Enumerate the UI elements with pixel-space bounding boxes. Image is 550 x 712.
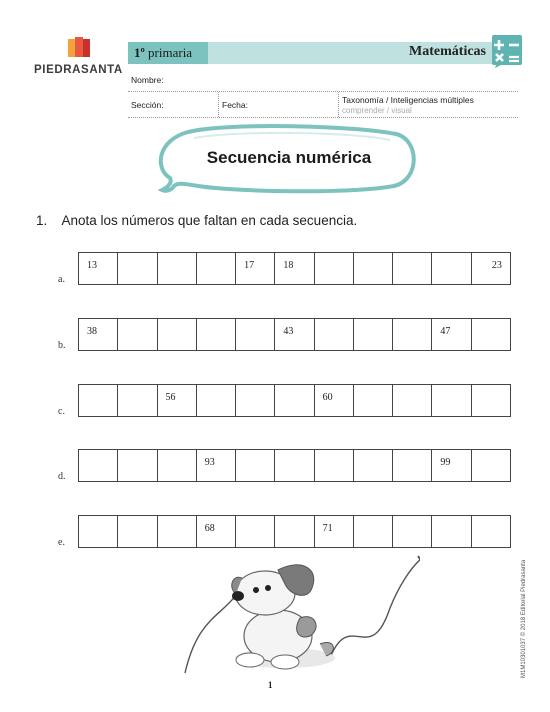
sequence-cell-blank[interactable]	[158, 319, 197, 350]
sequence-cell-blank[interactable]	[354, 385, 393, 416]
sequence-cell-number	[197, 450, 236, 481]
divider	[128, 117, 518, 118]
sequence-grid	[78, 252, 511, 285]
dog-illustration	[160, 548, 420, 683]
sequence-cell-number	[197, 516, 236, 547]
sequence-cell-blank[interactable]	[197, 253, 236, 284]
sequence-cell-blank[interactable]	[236, 516, 275, 547]
sequence-cell-blank[interactable]	[236, 319, 275, 350]
sequence-letter: e.	[58, 537, 65, 548]
sequence-cell-number	[275, 319, 314, 350]
sequence-cell-number	[79, 319, 118, 350]
sequence-cell-blank[interactable]	[118, 253, 157, 284]
sequence-cell-blank[interactable]	[354, 253, 393, 284]
sequence-cell-number	[432, 450, 471, 481]
sequence-grid	[78, 449, 511, 482]
sequence-cell-blank[interactable]	[118, 450, 157, 481]
cell-value: 71	[322, 523, 333, 534]
sequence-cell-blank[interactable]	[432, 516, 471, 547]
cell-value: 17	[244, 260, 255, 271]
fecha-label: Fecha:	[222, 100, 248, 110]
subject-title: Matemáticas	[409, 44, 486, 59]
sequence-cell-blank[interactable]	[432, 253, 471, 284]
sequence-cell-blank[interactable]	[79, 450, 118, 481]
cell-value: 13	[87, 260, 97, 271]
grade-number: 1º	[134, 45, 145, 60]
piedrasanta-logo-icon	[66, 36, 92, 60]
cell-value: 93	[204, 457, 215, 468]
sequence-cell-blank[interactable]	[197, 385, 236, 416]
divider	[128, 91, 518, 92]
sequence-grid	[78, 318, 511, 351]
sequence-cell-blank[interactable]	[393, 319, 432, 350]
sequence-cell-number	[236, 253, 275, 284]
sequence-cell-number	[315, 516, 354, 547]
sequence-cell-number	[275, 253, 314, 284]
taxonomia-sub: comprender / visual	[342, 106, 412, 115]
sequence-letter: c.	[58, 406, 65, 417]
sequence-cell-number	[432, 319, 471, 350]
sequence-cell-blank[interactable]	[158, 516, 197, 547]
cell-value: 43	[283, 326, 294, 337]
sequence-cell-blank[interactable]	[354, 450, 393, 481]
sequence-cell-blank[interactable]	[158, 253, 197, 284]
sequence-cell-blank[interactable]	[275, 516, 314, 547]
sequence-letter: a.	[58, 274, 65, 285]
sequence-cell-blank[interactable]	[118, 385, 157, 416]
page-title: Secuencia numérica	[206, 148, 372, 167]
sequence-cell-number	[158, 385, 197, 416]
sequence-cell-blank[interactable]	[275, 385, 314, 416]
sequence-cell-blank[interactable]	[118, 516, 157, 547]
cell-value: 47	[440, 326, 451, 337]
sequence-cell-blank[interactable]	[393, 450, 432, 481]
sequence-cell-blank[interactable]	[472, 319, 510, 350]
sequence-cell-number	[79, 253, 118, 284]
sequence-cell-blank[interactable]	[236, 385, 275, 416]
sequence-cell-blank[interactable]	[315, 450, 354, 481]
cell-value: 38	[87, 326, 97, 337]
nombre-label: Nombre:	[131, 75, 164, 85]
sequence-cell-blank[interactable]	[393, 516, 432, 547]
cell-value: 18	[283, 260, 294, 271]
sequence-cell-blank[interactable]	[472, 516, 510, 547]
taxonomia-label: Taxonomía / Inteligencias múltiples	[342, 95, 474, 105]
grade-suffix: primaria	[148, 45, 193, 60]
sequence-cell-blank[interactable]	[393, 385, 432, 416]
grade-label	[134, 45, 192, 61]
copyright-text: M1M10301037 © 2018 Editorial Piedrasanta	[521, 559, 527, 678]
cell-value: 99	[440, 457, 451, 468]
sequence-cell-blank[interactable]	[197, 319, 236, 350]
sequence-cell-blank[interactable]	[354, 516, 393, 547]
sequence-cell-blank[interactable]	[275, 450, 314, 481]
sequence-cell-blank[interactable]	[118, 319, 157, 350]
sequence-cell-blank[interactable]	[158, 450, 197, 481]
sequence-grid	[78, 384, 511, 417]
sequence-cell-blank[interactable]	[393, 253, 432, 284]
sequence-cell-blank[interactable]	[315, 319, 354, 350]
sequence-cell-blank[interactable]	[354, 319, 393, 350]
sequence-cell-number	[472, 253, 510, 284]
sequence-cell-blank[interactable]	[79, 385, 118, 416]
sequence-letter: b.	[58, 340, 66, 351]
divider	[218, 92, 219, 117]
sequence-cell-blank[interactable]	[315, 253, 354, 284]
sequence-cell-blank[interactable]	[432, 385, 471, 416]
cell-value: 68	[204, 523, 215, 534]
sequence-grid	[78, 515, 511, 548]
sequence-cell-number	[315, 385, 354, 416]
seccion-label: Sección:	[131, 100, 164, 110]
cell-value: 23	[491, 260, 502, 271]
sequence-cell-blank[interactable]	[472, 450, 510, 481]
math-operations-icon	[491, 33, 523, 69]
cell-value: 60	[322, 392, 333, 403]
sequence-cell-blank[interactable]	[236, 450, 275, 481]
page-number: 1	[268, 680, 273, 690]
cell-value: 56	[165, 392, 176, 403]
sequence-cell-blank[interactable]	[472, 385, 510, 416]
divider	[338, 92, 339, 117]
instruction: 1. Anota los números que faltan en cada secuencia.	[36, 213, 358, 228]
sequence-letter: d.	[58, 471, 66, 482]
brand-name: PIEDRASANTA	[34, 64, 123, 76]
sequence-cell-blank[interactable]	[79, 516, 118, 547]
